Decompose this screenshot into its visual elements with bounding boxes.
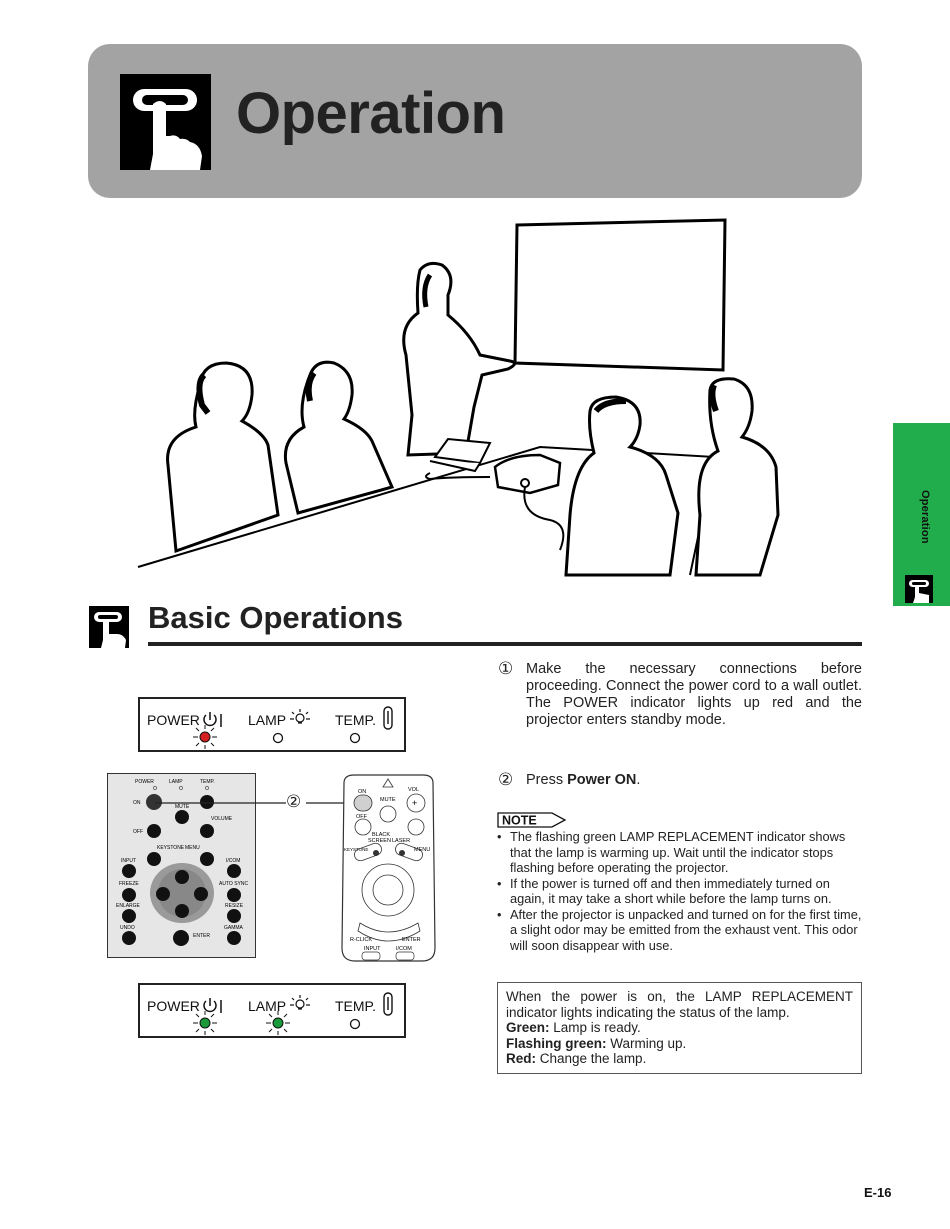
lamp-indicator-label: LAMP [248, 712, 287, 728]
note-list [497, 829, 863, 953]
side-tab-label: Operation [919, 490, 931, 544]
note-bullet: • The flashing green LAMP REPLACEMENT indicator shows that the lamp is warming up. Wait until the indicator stops flashing before operating the projector. [497, 829, 863, 876]
power-on-emphasis: Power ON [567, 772, 637, 788]
note-badge [497, 812, 567, 828]
callout-number: ② [286, 792, 302, 811]
thermometer-icon [382, 992, 394, 1016]
remote-vol-label: VOL [408, 787, 420, 793]
remote-icom-label: I/COM [396, 946, 412, 952]
section-title: Basic Operations [148, 600, 403, 635]
step-1-number: ① [498, 659, 514, 678]
hand-pointer-icon [120, 74, 211, 170]
step-2-text: Press Power ON. [526, 772, 641, 788]
lamp-indicator-label: LAMP [248, 998, 287, 1014]
info-row-green: Green: Lamp is ready. [506, 1020, 641, 1036]
temp-indicator-label: TEMP. [335, 712, 376, 728]
page-title: Operation [236, 81, 506, 146]
page-number: E-16 [864, 1185, 892, 1200]
remote-menu-label: MENU [414, 847, 431, 853]
cp-gamma-label: GAMMA [224, 925, 243, 931]
cp-resize-label: RESIZE [225, 903, 244, 909]
operation-chapter-icon [905, 575, 933, 603]
cp-enter-label: ENTER [193, 933, 210, 939]
note-bullet: • If the power is turned off and then immediately turned on again, it may take a short while before the lamp turns on. [497, 876, 863, 907]
cp-mute-label: MUTE [175, 804, 190, 810]
cp-volume-label: VOLUME [211, 816, 233, 822]
presentation-illustration [130, 215, 830, 585]
section-divider [148, 642, 862, 646]
temp-led [349, 1018, 361, 1030]
section-hand-icon [89, 606, 129, 648]
cp-keystone-label: KEYSTONE [157, 845, 185, 851]
temp-indicator-label: TEMP. [335, 998, 376, 1014]
remote-screen-label: SCREEN [368, 838, 391, 844]
info-row-flashing: Flashing green: Warming up. [506, 1035, 687, 1051]
indicator-panel-standby [138, 697, 406, 752]
info-row-red: Red: Change the lamp. [506, 1051, 647, 1067]
power-indicator-label: POWER [147, 998, 200, 1014]
info-intro: When the power is on, the LAMP REPLACEMENT indicator lights indicating the status of the lamp. [506, 989, 853, 1020]
cp-lamp-label: LAMP [169, 779, 183, 785]
lamp-status-box [497, 982, 862, 1074]
cp-on-label: ON [133, 800, 141, 806]
step-2 [498, 772, 862, 792]
lamp-led-green [265, 1011, 291, 1035]
remote-input-label: INPUT [364, 946, 381, 952]
temp-led [349, 732, 361, 744]
remote-laser-label: LASER [392, 838, 411, 844]
power-indicator-label: POWER [147, 712, 200, 728]
indicator-panel-warming [138, 983, 406, 1038]
cp-input-label: INPUT [121, 858, 136, 864]
cp-enlarge-label: ENLARGE [116, 903, 140, 909]
cp-icom-label: I/COM [226, 858, 241, 864]
lamp-icon [289, 708, 311, 728]
remote-keystone-label: KEYSTONE [344, 847, 369, 852]
step-1-text: Make the necessary connections before proceeding. Connect the power cord to a wall outlet. The POWER indicator lights up red and the projector enters standby mode. [526, 661, 862, 728]
remote-rclick-label: R-CLICK [350, 937, 373, 943]
cp-freeze-label: FREEZE [119, 881, 139, 887]
svg-text:NOTE: NOTE [502, 813, 537, 828]
note-bullet: • After the projector is unpacked and turned on for the first time, a slight odor may be emitted from the exhaust vent. This odor will soon disappear with use. [497, 907, 863, 954]
remote-on-label: ON [358, 789, 367, 795]
lamp-led [272, 732, 284, 744]
remote-control [340, 773, 437, 963]
svg-text:+: + [412, 798, 418, 808]
step-1 [498, 661, 862, 731]
power-led-red [192, 725, 218, 749]
step-2-number: ② [498, 770, 514, 789]
cp-undo-label: UNDO [120, 925, 135, 931]
lamp-icon [289, 994, 311, 1014]
cp-temp-label: TEMP. [200, 779, 215, 785]
cp-menu-label: MENU [185, 845, 200, 851]
cp-off-label: OFF [133, 829, 143, 835]
cp-power-label: POWER [135, 779, 154, 785]
cp-auto-sync-label: AUTO SYNC [219, 881, 249, 887]
power-led-green [192, 1011, 218, 1035]
thermometer-icon [382, 706, 394, 730]
remote-mute-label: MUTE [380, 797, 396, 803]
callout-line [150, 795, 350, 811]
remote-off-label: OFF [356, 814, 367, 820]
remote-black-label: BLACK [372, 832, 391, 838]
remote-enter-label: ENTER [402, 937, 421, 943]
